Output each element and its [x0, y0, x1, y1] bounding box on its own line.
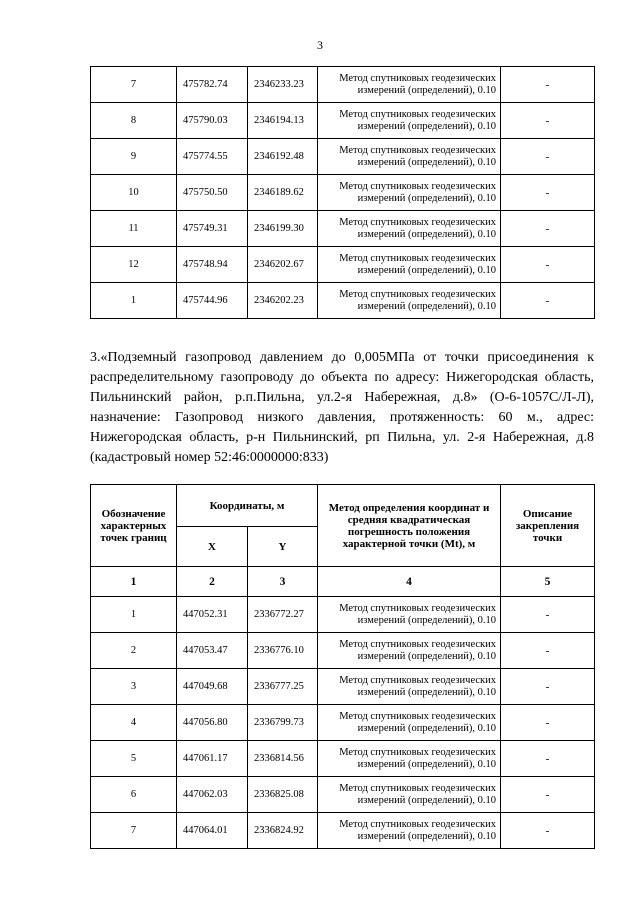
- point-number-cell: 7: [91, 813, 177, 849]
- y-coordinate-cell: 2346192.48: [248, 139, 318, 175]
- method-cell: Метод спутниковых геодезических измерений (определений), 0.10: [318, 705, 501, 741]
- table-row: [91, 139, 595, 175]
- y-coordinate-cell: 2336772.27: [248, 597, 318, 633]
- column-index-cell: 3: [248, 567, 318, 597]
- table-row: [91, 67, 595, 103]
- description-cell: -: [501, 741, 595, 777]
- x-coordinate-cell: 447052.31: [177, 597, 248, 633]
- table-header: [91, 485, 595, 597]
- description-cell: -: [501, 67, 595, 103]
- method-cell: Метод спутниковых геодезических измерений (определений), 0.10: [318, 597, 501, 633]
- method-cell: Метод спутниковых геодезических измерений (определений), 0.10: [318, 67, 501, 103]
- x-coordinate-cell: 447061.17: [177, 741, 248, 777]
- point-number-cell: 1: [91, 597, 177, 633]
- table-row: [91, 103, 595, 139]
- y-coordinate-cell: 2336825.08: [248, 777, 318, 813]
- description-cell: -: [501, 247, 595, 283]
- description-cell: -: [501, 103, 595, 139]
- description-cell: -: [501, 283, 595, 319]
- description-cell: -: [501, 633, 595, 669]
- y-coordinate-cell: 2346199.30: [248, 211, 318, 247]
- x-coordinate-cell: 447062.03: [177, 777, 248, 813]
- coordinates-table-continued: [90, 66, 595, 319]
- method-cell: Метод спутниковых геодезических измерений (определений), 0.10: [318, 777, 501, 813]
- x-coordinate-cell: 475774.55: [177, 139, 248, 175]
- point-number-cell: 9: [91, 139, 177, 175]
- point-number-cell: 11: [91, 211, 177, 247]
- x-coordinate-cell: 447053.47: [177, 633, 248, 669]
- table-row: [91, 175, 595, 211]
- header-y: Y: [248, 527, 318, 567]
- header-coordinates: Координаты, м: [177, 485, 318, 527]
- table-row: [91, 669, 595, 705]
- point-number-cell: 4: [91, 705, 177, 741]
- header-method: Метод определения координат и средняя квадратическая погрешность положения характерной точки (Mt), м: [318, 485, 501, 567]
- y-coordinate-cell: 2336776.10: [248, 633, 318, 669]
- table-row: [91, 211, 595, 247]
- point-number-cell: 10: [91, 175, 177, 211]
- header-description: Описание закрепления точки: [501, 485, 595, 567]
- table-row: [91, 813, 595, 849]
- column-index-row: [91, 567, 595, 597]
- page-number: 3: [317, 38, 323, 52]
- point-number-cell: 2: [91, 633, 177, 669]
- point-number-cell: 6: [91, 777, 177, 813]
- point-number-cell: 5: [91, 741, 177, 777]
- table-row: [91, 633, 595, 669]
- column-index-cell: 2: [177, 567, 248, 597]
- x-coordinate-cell: 447049.68: [177, 669, 248, 705]
- y-coordinate-cell: 2336777.25: [248, 669, 318, 705]
- description-cell: -: [501, 597, 595, 633]
- point-number-cell: 1: [91, 283, 177, 319]
- method-cell: Метод спутниковых геодезических измерений (определений), 0.10: [318, 669, 501, 705]
- table-row: [91, 247, 595, 283]
- y-coordinate-cell: 2346202.67: [248, 247, 318, 283]
- column-index-cell: 4: [318, 567, 501, 597]
- column-index-cell: 1: [91, 567, 177, 597]
- description-cell: -: [501, 669, 595, 705]
- method-cell: Метод спутниковых геодезических измерений (определений), 0.10: [318, 175, 501, 211]
- point-number-cell: 3: [91, 669, 177, 705]
- table-row: [91, 705, 595, 741]
- method-cell: Метод спутниковых геодезических измерений (определений), 0.10: [318, 139, 501, 175]
- method-cell: Метод спутниковых геодезических измерений (определений), 0.10: [318, 813, 501, 849]
- description-cell: -: [501, 139, 595, 175]
- x-coordinate-cell: 475782.74: [177, 67, 248, 103]
- point-number-cell: 7: [91, 67, 177, 103]
- object-description-paragraph: 3.«Подземный газопровод давлением до 0,005МПа от точки присоединения к распределительному газопроводу до объекта по адресу: Нижегородская область, Пильнинский район, р.п.Пильна, ул.2-я Набережная, д.8» (О-6-1057С/Л-Л), назначение: Газопровод низкого давления, протяженность: 60 м., адрес: Нижегородская область, р-н Пильнинский, рп Пильна, ул. 2-я Набережная, д.8 (кадастровый номер 52:46:0000000:833): [90, 350, 594, 465]
- method-cell: Метод спутниковых геодезических измерений (определений), 0.10: [318, 103, 501, 139]
- method-cell: Метод спутниковых геодезических измерений (определений), 0.10: [318, 211, 501, 247]
- description-cell: -: [501, 175, 595, 211]
- table-row: [91, 283, 595, 319]
- method-cell: Метод спутниковых геодезических измерений (определений), 0.10: [318, 633, 501, 669]
- y-coordinate-cell: 2346202.23: [248, 283, 318, 319]
- description-cell: -: [501, 813, 595, 849]
- y-coordinate-cell: 2346189.62: [248, 175, 318, 211]
- table-row: [91, 741, 595, 777]
- point-number-cell: 12: [91, 247, 177, 283]
- description-cell: -: [501, 211, 595, 247]
- x-coordinate-cell: 475744.96: [177, 283, 248, 319]
- y-coordinate-cell: 2336814.56: [248, 741, 318, 777]
- x-coordinate-cell: 475790.03: [177, 103, 248, 139]
- y-coordinate-cell: 2336799.73: [248, 705, 318, 741]
- coordinates-table-gas-pipeline: [90, 484, 595, 849]
- method-cell: Метод спутниковых геодезических измерений (определений), 0.10: [318, 247, 501, 283]
- y-coordinate-cell: 2336824.92: [248, 813, 318, 849]
- x-coordinate-cell: 475749.31: [177, 211, 248, 247]
- y-coordinate-cell: 2346233.23: [248, 67, 318, 103]
- header-x: X: [177, 527, 248, 567]
- method-cell: Метод спутниковых геодезических измерений (определений), 0.10: [318, 741, 501, 777]
- description-cell: -: [501, 705, 595, 741]
- coordinates-table-body: [91, 67, 595, 319]
- x-coordinate-cell: 447064.01: [177, 813, 248, 849]
- y-coordinate-cell: 2346194.13: [248, 103, 318, 139]
- point-number-cell: 8: [91, 103, 177, 139]
- coordinates-table-body: [91, 597, 595, 849]
- header-points: Обозначение характерных точек границ: [91, 485, 177, 567]
- column-index-cell: 5: [501, 567, 595, 597]
- x-coordinate-cell: 475750.50: [177, 175, 248, 211]
- method-cell: Метод спутниковых геодезических измерений (определений), 0.10: [318, 283, 501, 319]
- table-row: [91, 777, 595, 813]
- x-coordinate-cell: 475748.94: [177, 247, 248, 283]
- description-cell: -: [501, 777, 595, 813]
- x-coordinate-cell: 447056.80: [177, 705, 248, 741]
- table-row: [91, 597, 595, 633]
